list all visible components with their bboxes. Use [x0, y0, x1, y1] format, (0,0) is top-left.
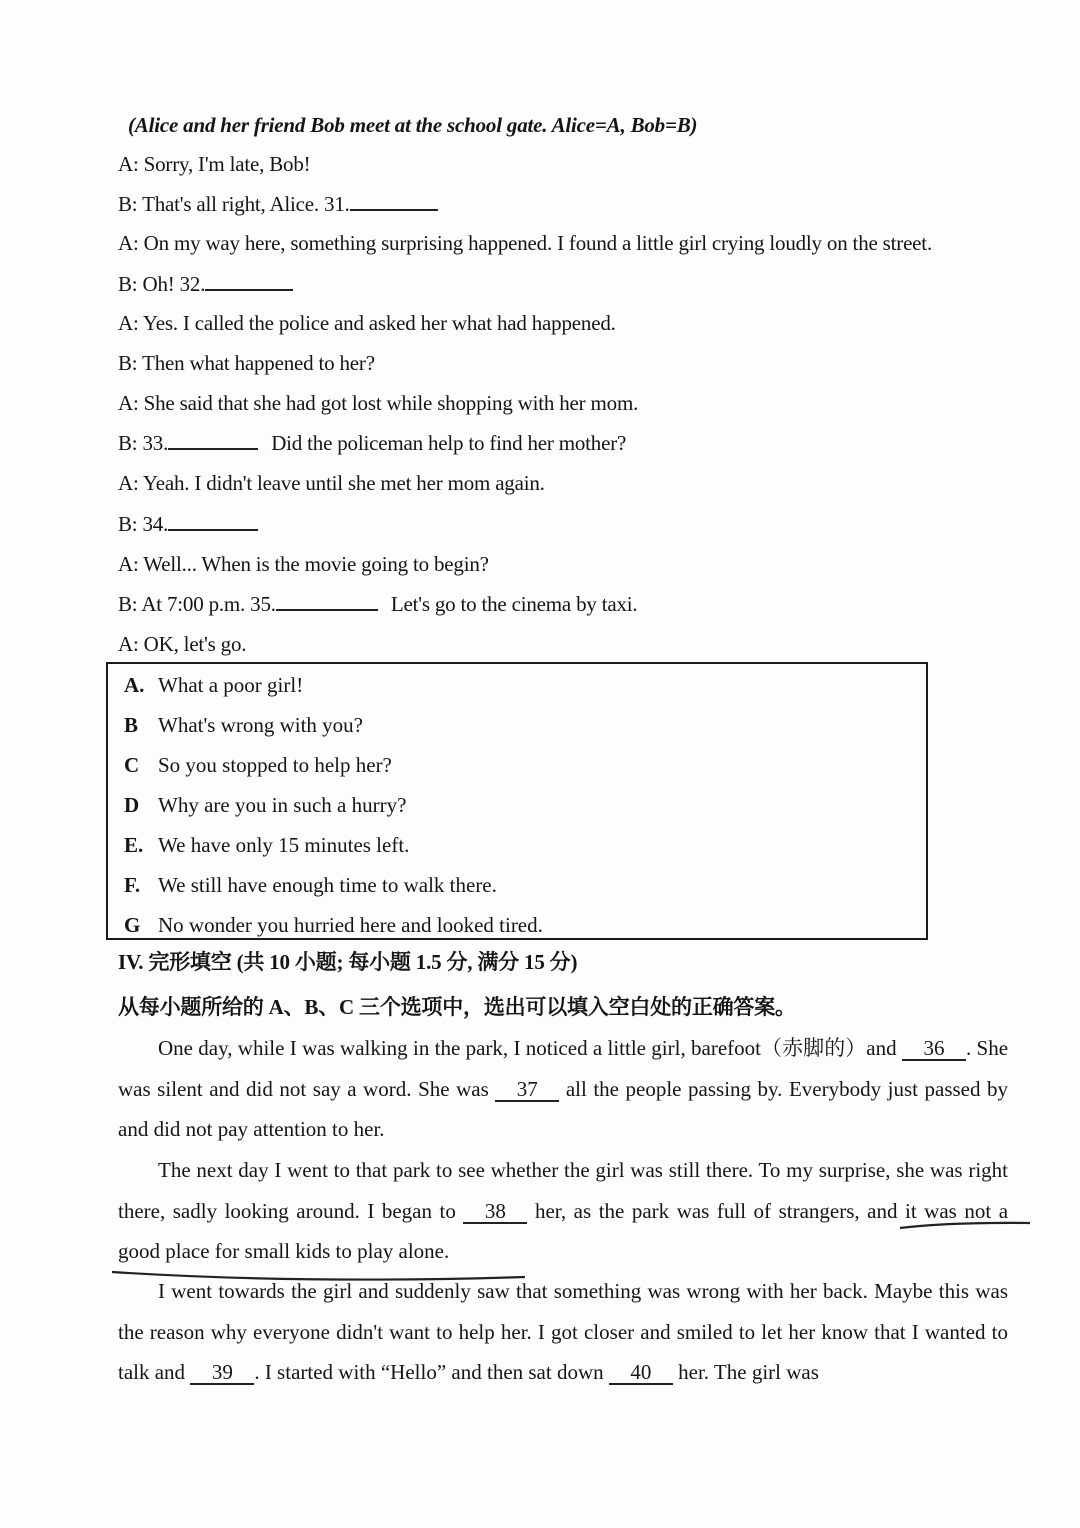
blank-40: 40 — [609, 1361, 673, 1385]
passage-text: her, as the park was full of strangers, and it was not a good place for small kids to play alone. — [118, 1198, 1009, 1263]
blank-36: 36 — [902, 1037, 966, 1061]
blank-38: 38 — [463, 1200, 527, 1224]
passage-text: The next day I went to that park to see whether the girl was still there. To my surprise, she was right there, sadly looking around. I began to — [118, 1158, 1008, 1223]
passage-text: . I started with “Hello” and then sat down — [254, 1360, 604, 1384]
option-text: What a poor girl! — [158, 673, 304, 697]
dialogue-text: A: Sorry, I'm late, Bob! — [118, 152, 311, 176]
passage-text: One day, while I was walking in the park, I noticed a little girl, barefoot（赤脚的）and — [158, 1036, 897, 1060]
option-letter: C — [124, 753, 140, 777]
dialogue-text: B: 33. — [118, 431, 169, 455]
option-letter: B — [124, 713, 139, 737]
dialogue-text: B: Then what happened to her? — [118, 351, 375, 375]
dialogue-text: B: At 7:00 p.m. 35. — [118, 592, 276, 616]
dialogue-text: A: OK, let's go. — [118, 632, 247, 656]
option-letter: F. — [124, 873, 141, 897]
option-text: What's wrong with you? — [158, 713, 363, 737]
passage-text: I went towards the girl and suddenly saw that something was wrong with her back. Maybe this was the reason why everyone didn't want to help her. I got closer and smiled to let her know that I wanted to talk and — [118, 1279, 1008, 1384]
option-text: Why are you in such a hurry? — [158, 793, 407, 817]
option-letter: E. — [124, 833, 144, 857]
option-text: We still have enough time to walk there. — [158, 873, 497, 897]
dialogue-text-after: Let's go to the cinema by taxi. — [385, 592, 638, 616]
dialogue-text: A: Yeah. I didn't leave until she met her mom again. — [118, 471, 545, 495]
option-text: So you stopped to help her? — [158, 753, 392, 777]
option-letter: G — [124, 913, 141, 937]
option-text: We have only 15 minutes left. — [158, 833, 410, 857]
passage-text: . She was silent and did not say a word. She was — [118, 1036, 1009, 1101]
section-title: IV. 完形填空 (共 10 小题; 每小题 1.5 分, 满分 15 分) — [118, 950, 578, 974]
dialogue-text: A: She said that she had got lost while shopping with her mom. — [118, 391, 639, 415]
blank-37: 37 — [495, 1078, 559, 1102]
dialogue-text: B: 34. — [118, 512, 169, 536]
passage-text: all the people passing by. Everybody just passed by and did not pay attention to her. — [118, 1076, 1009, 1141]
dialogue-text: A: Well... When is the movie going to begin? — [118, 552, 489, 576]
dialogue-text: B: Oh! 32. — [118, 272, 206, 296]
section-instruction: 从每小题所给的 A、B、C 三个选项中，选出可以填入空白处的正确答案。 — [118, 995, 796, 1019]
dialogue-text: A: On my way here, something surprising happened. I found a little girl crying loudly on the street. — [118, 231, 932, 255]
dialogue-text-after: Did the policeman help to find her mother? — [266, 431, 627, 455]
option-letter: A. — [124, 673, 145, 697]
option-letter: D — [124, 793, 140, 817]
dialogue-intro: (Alice and her friend Bob meet at the school gate. Alice=A, Bob=B) — [128, 113, 698, 137]
passage-text: her. The girl was — [678, 1360, 819, 1384]
dialogue-text: A: Yes. I called the police and asked her what had happened. — [118, 311, 616, 335]
blank-39: 39 — [190, 1361, 254, 1385]
option-text: No wonder you hurried here and looked tired. — [158, 913, 543, 937]
dialogue-text: B: That's all right, Alice. 31. — [118, 192, 350, 216]
